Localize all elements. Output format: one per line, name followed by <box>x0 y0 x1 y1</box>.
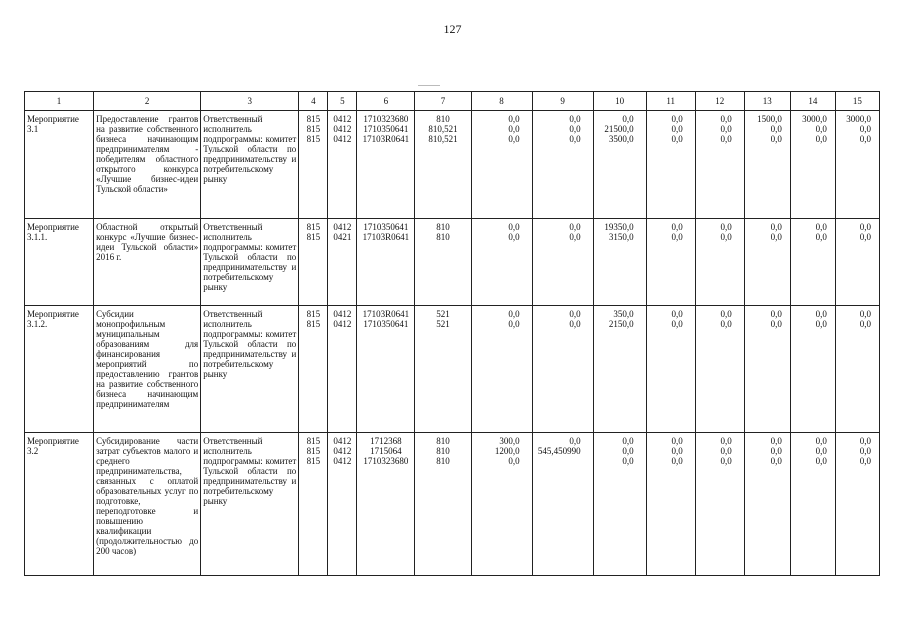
c7-value: 810 <box>436 456 450 466</box>
c4-value: 815 <box>306 436 321 446</box>
c13-value: 0,0 <box>770 309 782 319</box>
c14-cell <box>790 111 835 219</box>
c13-value: 0,0 <box>770 446 782 456</box>
c6-value: 1710350641 <box>363 222 409 232</box>
c6-cell <box>357 111 415 219</box>
c11-cell <box>646 111 695 219</box>
c6-value: 1710323680 <box>363 114 409 124</box>
column-header: 9 <box>532 92 593 111</box>
c8-value: 300,0 <box>499 436 520 446</box>
c9-value: 0,0 <box>569 319 581 329</box>
c14-cell <box>790 433 835 576</box>
c4-value: 815 <box>306 446 321 456</box>
c14-value: 0,0 <box>815 124 827 134</box>
c15-cell <box>835 219 879 306</box>
c5-value: 0412 <box>333 114 352 124</box>
c11-value: 0,0 <box>671 456 683 466</box>
column-header: 2 <box>94 92 201 111</box>
c10-cell <box>593 111 646 219</box>
c11-value: 0,0 <box>671 319 683 329</box>
page-number: 127 <box>443 22 462 36</box>
c15-value: 0,0 <box>859 436 871 446</box>
c15-value: 0,0 <box>859 134 871 144</box>
c7-value: 521 <box>436 319 450 329</box>
c13-value: 0,0 <box>770 456 782 466</box>
c10-value: 0,0 <box>622 436 634 446</box>
c15-value: 0,0 <box>859 456 871 466</box>
c8-value: 0,0 <box>508 114 520 124</box>
c12-value: 0,0 <box>720 124 732 134</box>
c13-value: 0,0 <box>770 124 782 134</box>
event-name-cell: Субсидии монопрофильным муниципальным образованиям для финансирования мероприятий по предоставлению грантов на развитие собственного бизнеса начинающим предпринимателям <box>94 306 201 433</box>
c9-value <box>535 456 581 466</box>
c8-value: 0,0 <box>508 319 520 329</box>
c6-value: 17103R0641 <box>362 232 410 242</box>
c11-cell <box>646 219 695 306</box>
c10-value: 0,0 <box>622 446 634 456</box>
c7-cell <box>415 219 471 306</box>
column-header: 11 <box>646 92 695 111</box>
c12-cell <box>695 306 744 433</box>
column-header: 6 <box>357 92 415 111</box>
c5-value: 0412 <box>333 456 352 466</box>
c8-value: 0,0 <box>508 134 520 144</box>
c5-value: 0412 <box>333 319 352 329</box>
c10-value: 19350,0 <box>604 222 634 232</box>
c5-value: 0421 <box>333 232 352 242</box>
c6-value: 17103R0641 <box>362 134 410 144</box>
c13-cell <box>744 306 790 433</box>
c8-value: 0,0 <box>508 232 520 242</box>
c9-value: 0,0 <box>569 309 581 319</box>
c6-value: 1710350641 <box>363 319 409 329</box>
table-row <box>25 433 880 576</box>
c5-value: 0412 <box>333 446 352 456</box>
c4-value: 815 <box>306 114 321 124</box>
c13-value: 0,0 <box>770 222 782 232</box>
c6-value: 1715064 <box>370 446 402 456</box>
event-cell: Мероприятие 3.1 <box>25 111 94 219</box>
column-header: 12 <box>695 92 744 111</box>
c12-cell <box>695 433 744 576</box>
c12-value: 0,0 <box>720 446 732 456</box>
c9-value: 545,450990 <box>537 446 581 456</box>
c10-value: 0,0 <box>622 114 634 124</box>
c8-cell <box>471 111 532 219</box>
c11-value: 0,0 <box>671 134 683 144</box>
executor-cell: Ответственный исполнитель подпрограммы: комитет Тульской области по предпринимательству и потребительскому рынку <box>201 433 299 576</box>
c6-cell <box>357 219 415 306</box>
executor-cell: Ответственный исполнитель подпрограммы: комитет Тульской области по предпринимательству и потребительскому рынку <box>201 219 299 306</box>
c6-value: 1710323680 <box>363 456 409 466</box>
c5-value: 0412 <box>333 134 352 144</box>
c5-value: 0412 <box>333 309 352 319</box>
c9-value: 0,0 <box>569 124 581 134</box>
c9-cell <box>532 433 593 576</box>
column-header: 4 <box>299 92 328 111</box>
c14-value: 0,0 <box>815 232 827 242</box>
c14-value: 0,0 <box>815 309 827 319</box>
c7-cell <box>415 433 471 576</box>
executor-cell: Ответственный исполнитель подпрограммы: комитет Тульской области по предпринимательству и потребительскому рынку <box>201 111 299 219</box>
c11-value: 0,0 <box>671 436 683 446</box>
c7-value: 521 <box>436 309 450 319</box>
c9-value: 0,0 <box>569 134 581 144</box>
c10-value: 2150,0 <box>608 319 634 329</box>
c9-cell <box>532 219 593 306</box>
c13-cell <box>744 219 790 306</box>
c10-cell <box>593 433 646 576</box>
column-header: 10 <box>593 92 646 111</box>
c15-cell <box>835 306 879 433</box>
c13-value: 0,0 <box>770 319 782 329</box>
c12-value: 0,0 <box>720 114 732 124</box>
c15-value: 0,0 <box>859 309 871 319</box>
c7-value: 810 <box>436 232 450 242</box>
c6-cell <box>357 306 415 433</box>
column-header: 5 <box>328 92 357 111</box>
c8-value: 1200,0 <box>494 446 520 456</box>
c15-value: 3000,0 <box>846 114 871 124</box>
c11-value: 0,0 <box>671 114 683 124</box>
c15-value: 0,0 <box>859 232 871 242</box>
c5-cell <box>328 433 357 576</box>
c15-value: 0,0 <box>859 124 871 134</box>
table-row <box>25 219 880 306</box>
c13-value: 1500,0 <box>757 114 782 124</box>
c11-cell <box>646 433 695 576</box>
c14-cell <box>790 219 835 306</box>
c5-cell <box>328 306 357 433</box>
c12-value: 0,0 <box>720 222 732 232</box>
c5-value: 0412 <box>333 222 352 232</box>
event-name-cell: Предоставление грантов на развитие собственного бизнеса начинающим предпринимателям - победителям областного открытого конкурса «Лучшие бизнес-идеи Тульской области» <box>94 111 201 219</box>
event-name-cell: Областной открытый конкурс «Лучшие бизнес-идеи Тульской области» 2016 г. <box>94 219 201 306</box>
c6-value: 1712368 <box>370 436 402 446</box>
c12-cell <box>695 219 744 306</box>
event-cell: Мероприятие 3.1.2. <box>25 306 94 433</box>
c13-cell <box>744 433 790 576</box>
c7-value: 810,521 <box>428 134 458 144</box>
c14-value: 0,0 <box>815 134 827 144</box>
c13-value: 0,0 <box>770 232 782 242</box>
c13-value: 0,0 <box>770 134 782 144</box>
c13-value: 0,0 <box>770 436 782 446</box>
c10-value: 350,0 <box>613 309 634 319</box>
c9-value: 0,0 <box>569 232 581 242</box>
table-row <box>25 306 880 433</box>
c11-value: 0,0 <box>671 446 683 456</box>
table-row <box>25 111 880 219</box>
c12-value: 0,0 <box>720 134 732 144</box>
c12-value: 0,0 <box>720 232 732 242</box>
c14-value: 0,0 <box>815 446 827 456</box>
c11-cell <box>646 306 695 433</box>
c8-cell <box>471 433 532 576</box>
c4-value: 815 <box>306 124 321 134</box>
event-cell: Мероприятие 3.1.1. <box>25 219 94 306</box>
c14-value: 0,0 <box>815 319 827 329</box>
c14-value: 0,0 <box>815 456 827 466</box>
column-header: 14 <box>790 92 835 111</box>
c14-value: 0,0 <box>815 222 827 232</box>
c6-cell <box>357 433 415 576</box>
c9-cell <box>532 111 593 219</box>
c4-value: 815 <box>306 222 321 232</box>
c5-value: 0412 <box>333 124 352 134</box>
c8-value: 0,0 <box>508 222 520 232</box>
c12-cell <box>695 111 744 219</box>
c14-value: 0,0 <box>815 436 827 446</box>
c12-value: 0,0 <box>720 309 732 319</box>
c9-value: 0,0 <box>569 436 581 446</box>
c4-value: 815 <box>306 309 321 319</box>
c4-value: 815 <box>306 319 321 329</box>
c10-cell <box>593 306 646 433</box>
c10-value: 3150,0 <box>608 232 634 242</box>
c11-value: 0,0 <box>671 232 683 242</box>
c14-value: 3000,0 <box>802 114 827 124</box>
c10-cell <box>593 219 646 306</box>
c10-value: 3500,0 <box>608 134 634 144</box>
column-header: 1 <box>25 92 94 111</box>
c7-value: 810 <box>436 114 450 124</box>
event-name-cell: Субсидирование части затрат субъектов малого и среднего предпринимательства, связанных с оплатой образовательных услуг по подготовке, переподготовке и повышению квалификации (продолжительностью до 200 часов) <box>94 433 201 576</box>
c11-value: 0,0 <box>671 309 683 319</box>
header-row <box>25 92 880 111</box>
c9-value: 0,0 <box>569 114 581 124</box>
c7-cell <box>415 111 471 219</box>
c14-cell <box>790 306 835 433</box>
c8-cell <box>471 219 532 306</box>
c8-value: 0,0 <box>508 124 520 134</box>
c4-value: 815 <box>306 134 321 144</box>
c10-value: 0,0 <box>622 456 634 466</box>
budget-table <box>24 91 880 576</box>
c15-value: 0,0 <box>859 319 871 329</box>
c9-cell <box>532 306 593 433</box>
c4-cell <box>299 219 328 306</box>
c15-value: 0,0 <box>859 446 871 456</box>
c10-value: 21500,0 <box>604 124 634 134</box>
c8-value: 0,0 <box>508 456 520 466</box>
c15-cell <box>835 433 879 576</box>
c6-value: 17103R0641 <box>362 309 410 319</box>
c13-cell <box>744 111 790 219</box>
column-header: 7 <box>415 92 471 111</box>
c5-cell <box>328 111 357 219</box>
c8-cell <box>471 306 532 433</box>
column-header: 3 <box>201 92 299 111</box>
c4-value: 815 <box>306 232 321 242</box>
c8-value: 0,0 <box>508 309 520 319</box>
c5-value: 0412 <box>333 436 352 446</box>
c11-value: 0,0 <box>671 124 683 134</box>
c6-value: 1710350641 <box>363 124 409 134</box>
c7-value: 810,521 <box>428 124 458 134</box>
c7-cell <box>415 306 471 433</box>
column-header: 13 <box>744 92 790 111</box>
c4-cell <box>299 433 328 576</box>
c15-value: 0,0 <box>859 222 871 232</box>
c7-value: 810 <box>436 436 450 446</box>
c5-cell <box>328 219 357 306</box>
c7-value: 810 <box>436 222 450 232</box>
c11-value: 0,0 <box>671 222 683 232</box>
column-header: 8 <box>471 92 532 111</box>
scan-mark <box>418 85 440 86</box>
c4-cell <box>299 111 328 219</box>
c4-value: 815 <box>306 456 321 466</box>
c12-value: 0,0 <box>720 456 732 466</box>
column-header: 15 <box>835 92 879 111</box>
event-cell: Мероприятие 3.2 <box>25 433 94 576</box>
c7-value: 810 <box>436 446 450 456</box>
c9-value: 0,0 <box>569 222 581 232</box>
executor-cell: Ответственный исполнитель подпрограммы: комитет Тульской области по предпринимательству и потребительскому рынку <box>201 306 299 433</box>
c15-cell <box>835 111 879 219</box>
c4-cell <box>299 306 328 433</box>
c12-value: 0,0 <box>720 436 732 446</box>
c12-value: 0,0 <box>720 319 732 329</box>
